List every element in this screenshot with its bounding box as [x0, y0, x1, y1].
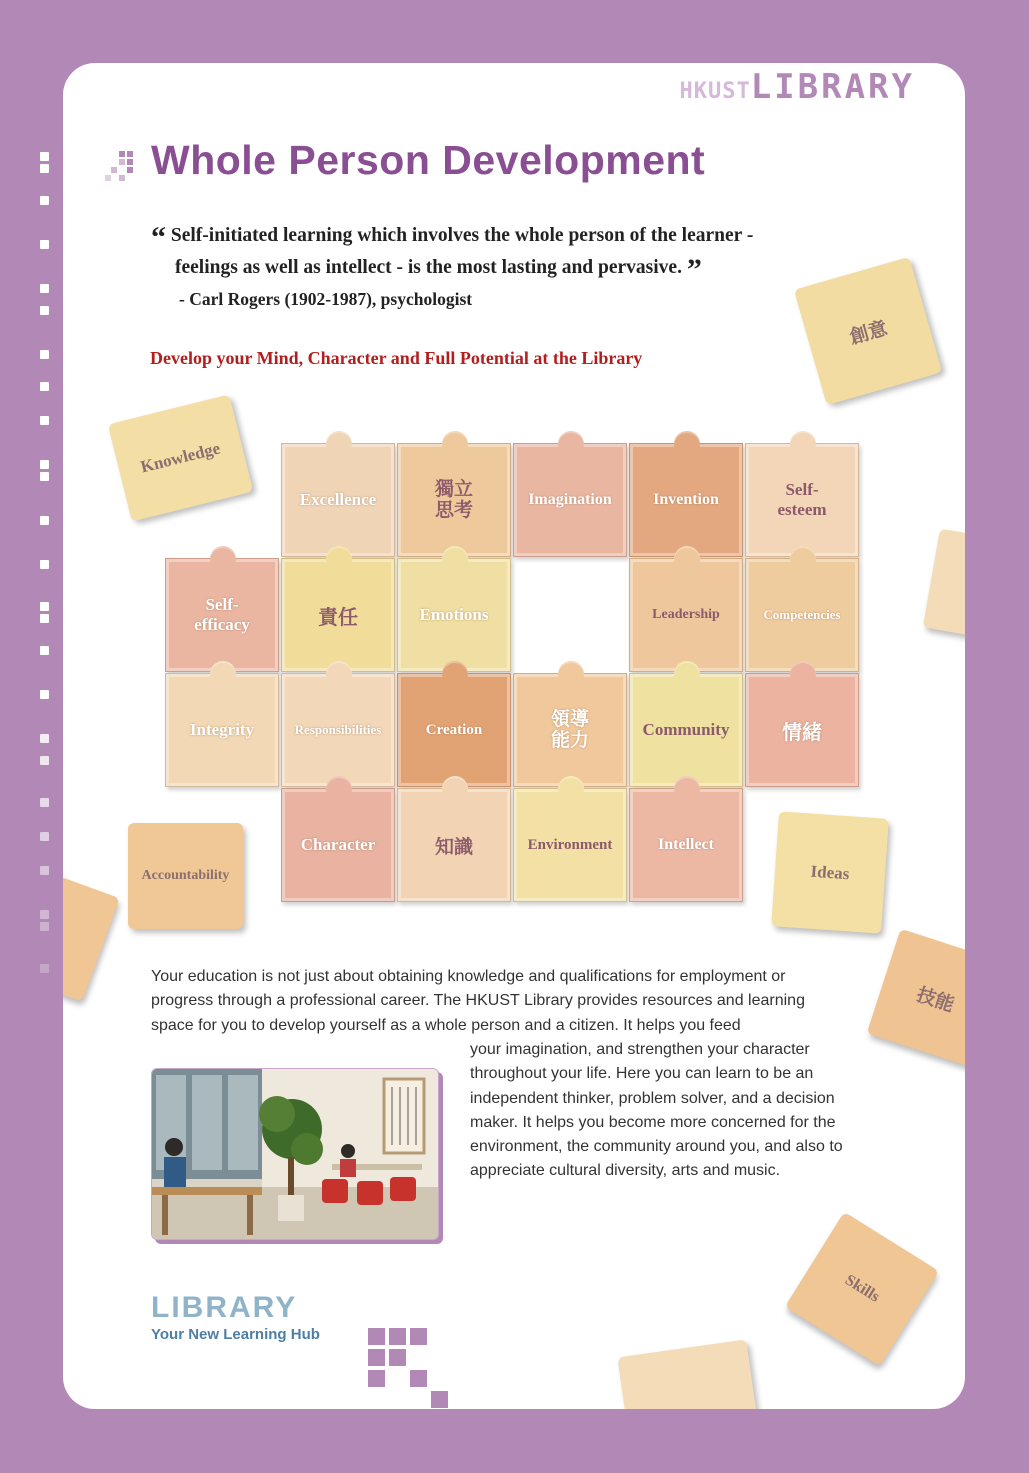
brand-name: LIBRARY — [750, 67, 915, 107]
page-title: Whole Person Development — [151, 137, 706, 183]
footer-square — [389, 1328, 406, 1345]
dot — [40, 602, 49, 611]
library-photo — [151, 1068, 439, 1240]
hkust-library-brand — [679, 67, 915, 107]
dot — [40, 798, 49, 807]
puzzle-label: Accountability — [141, 868, 230, 883]
dot — [40, 910, 49, 919]
puzzle-piece — [397, 558, 511, 672]
footer-square — [368, 1328, 385, 1345]
dot — [40, 416, 49, 425]
dot — [40, 164, 49, 173]
puzzle-label: Integrity — [189, 720, 255, 739]
body-paragraph-2: your imagination, and strengthen your character throughout your life. Here you can learn to be an independent thinker, problem solver, and a decision maker. It helps you become more concerned for the environment, the community around you, and also to appreciate cultural diversity, arts and music. — [470, 1041, 843, 1180]
loose-puzzle-piece — [785, 1212, 939, 1366]
brand-prefix: HKUST — [679, 79, 751, 104]
puzzle-label: Invention — [653, 491, 719, 508]
puzzle-label: 創意 — [847, 317, 890, 349]
tagline: Develop your Mind, Character and Full Potential at the Library — [150, 348, 643, 368]
puzzle-piece — [397, 788, 511, 902]
close-quote-icon: ” — [686, 253, 702, 286]
dot — [40, 382, 49, 391]
puzzle-piece — [629, 558, 743, 672]
puzzle-label: Skills — [841, 1271, 883, 1306]
puzzle-label: Character — [300, 835, 376, 854]
body-paragraph-1: Your education is not just about obtaining knowledge and qualifications for employment or progress through a professional career. The HKUST Library provides resources and learning space for you to develop yourself as a whole person and a citizen. It helps you feed — [151, 968, 805, 1034]
puzzle-label: Environment — [527, 836, 613, 853]
quote-attribution: - Carl Rogers (1902-1987), psychologist — [179, 289, 473, 309]
puzzle-label: Self- efficacy — [194, 595, 250, 634]
puzzle-piece — [513, 673, 627, 787]
pixel-squares-icon — [105, 151, 139, 185]
loose-puzzle-piece — [128, 823, 243, 929]
open-quote-icon: “ — [151, 221, 166, 254]
footer-square — [431, 1391, 448, 1408]
puzzle-piece — [629, 788, 743, 902]
dot — [40, 690, 49, 699]
puzzle-label: Emotions — [419, 605, 489, 624]
puzzle-piece — [397, 443, 511, 557]
puzzle-label: Creation — [425, 721, 483, 738]
puzzle-label: 獨立 思考 — [434, 479, 473, 521]
puzzle-label: 領導 能力 — [550, 709, 589, 751]
quote — [151, 221, 831, 285]
library-logo: LIBRARY — [151, 1291, 298, 1324]
puzzle-piece — [281, 788, 395, 902]
puzzle-piece — [513, 443, 627, 557]
quote-line-2: feelings as well as intellect - is the most lasting and pervasive. — [175, 257, 682, 278]
dot — [40, 646, 49, 655]
dot — [40, 964, 49, 973]
loose-puzzle-piece-edge — [63, 874, 120, 1001]
dot — [40, 516, 49, 525]
puzzle-label: Responsibilities — [294, 722, 382, 737]
dot — [40, 284, 49, 293]
footer-square — [389, 1349, 406, 1366]
dot — [40, 756, 49, 765]
dot — [40, 196, 49, 205]
dot — [40, 152, 49, 161]
puzzle-label: Intellect — [658, 836, 714, 853]
puzzle-label: 知識 — [434, 836, 473, 858]
puzzle-label: Excellence — [299, 490, 377, 509]
dot — [40, 614, 49, 623]
puzzle-label: Ideas — [810, 861, 851, 883]
dot — [40, 306, 49, 315]
dot — [40, 734, 49, 743]
loose-puzzle-piece — [108, 394, 253, 521]
dot — [40, 922, 49, 931]
poster-card — [63, 63, 965, 1409]
puzzle-piece — [397, 673, 511, 787]
loose-puzzle-piece-edge — [923, 529, 965, 638]
puzzle-label: Competencies — [763, 607, 841, 622]
library-subtitle: Your New Learning Hub — [151, 1326, 320, 1343]
puzzle-label: Knowledge — [138, 438, 223, 477]
puzzle-piece — [281, 558, 395, 672]
puzzle-label: Self- esteem — [777, 480, 827, 519]
quote-line-1: Self-initiated learning which involves the whole person of the learner - — [170, 225, 754, 246]
dot — [40, 240, 49, 249]
puzzle-piece — [745, 443, 859, 557]
footer-square — [410, 1328, 427, 1345]
footer-square — [410, 1370, 427, 1387]
puzzle-piece — [629, 673, 743, 787]
dot — [40, 350, 49, 359]
puzzle-label: 情緒 — [782, 721, 822, 744]
puzzle-label: Leadership — [652, 607, 720, 622]
dot — [40, 866, 49, 875]
puzzle-piece — [281, 673, 395, 787]
dot — [40, 472, 49, 481]
puzzle-label: Imagination — [528, 491, 612, 508]
puzzle-label: 技能 — [914, 984, 957, 1016]
puzzle-piece — [745, 673, 859, 787]
library-photo-illustration — [152, 1069, 438, 1239]
footer-square — [368, 1349, 385, 1366]
dot — [40, 832, 49, 841]
footer-square — [368, 1370, 385, 1387]
dot — [40, 460, 49, 469]
loose-puzzle-piece — [867, 929, 965, 1068]
puzzle-piece — [513, 788, 627, 902]
puzzle-label: Community — [642, 720, 730, 739]
puzzle-piece — [165, 673, 279, 787]
puzzle-piece — [165, 558, 279, 672]
puzzle-piece — [745, 558, 859, 672]
loose-puzzle-piece-edge — [617, 1339, 758, 1409]
puzzle-piece — [629, 443, 743, 557]
puzzle-label: 責任 — [318, 606, 358, 629]
dot — [40, 560, 49, 569]
puzzle-piece — [281, 443, 395, 557]
loose-puzzle-piece — [771, 811, 889, 933]
